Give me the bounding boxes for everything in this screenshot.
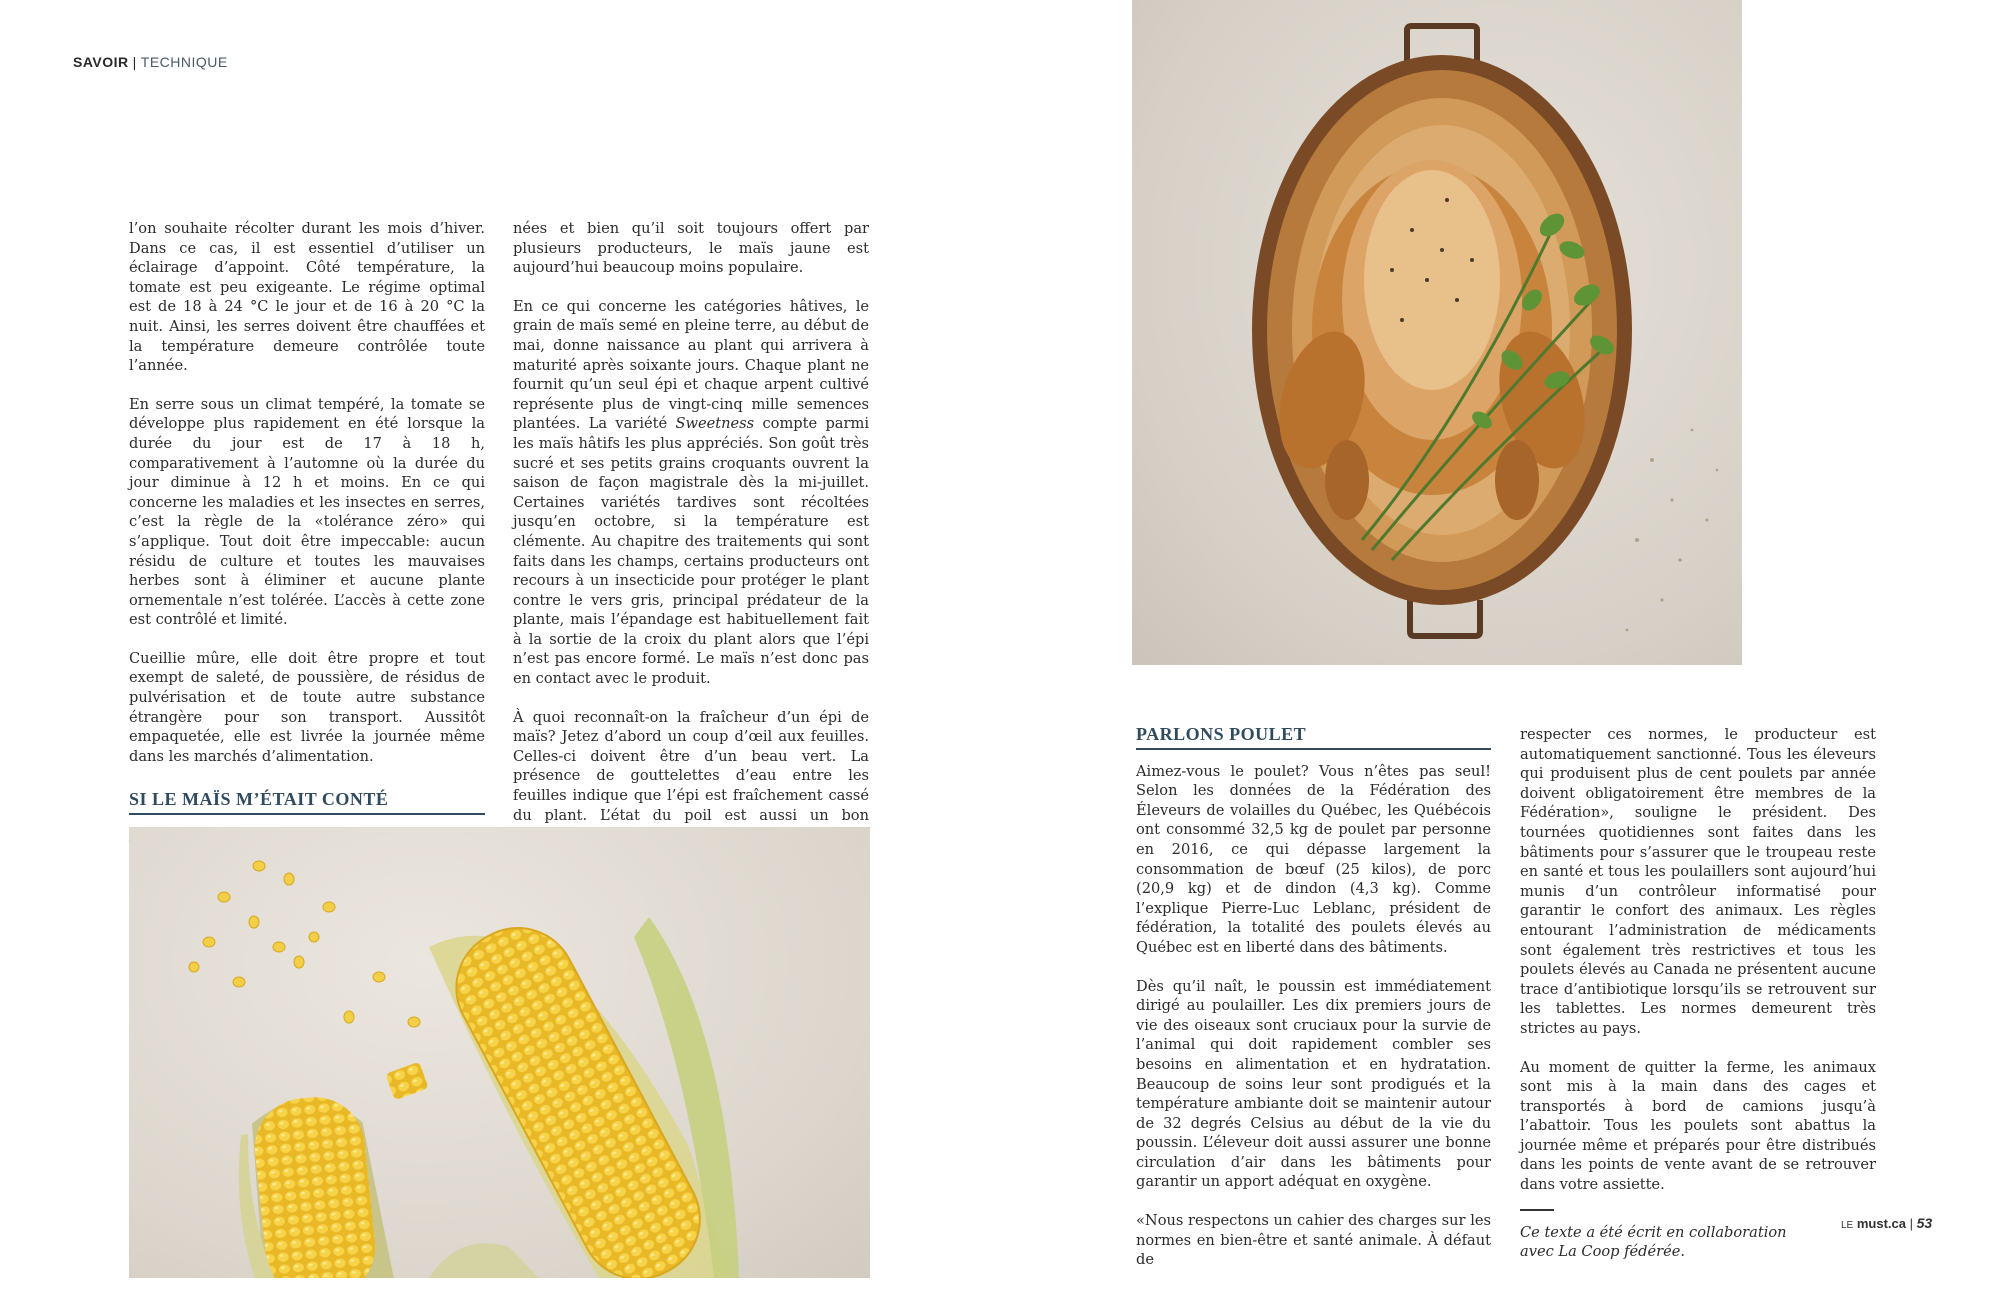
paragraph: Dès qu’il naît, le poussin est immédiatement dirigé au poulailler. Les dix premiers jours de vie des oiseaux sont cruciaux pour la survie de l’animal qui doit rapidement combler ses besoins en alimentation et en hydratation. Beaucoup de soins leur sont prodigués et la température ambiante doit se maintenir autour de 32 degrés Celsius au début de la vie du poussin. L’éleveur doit aussi assurer une bonne circulation d’air dans les bâtiments pour garantir un apport adéquat en oxygène. — [1136, 977, 1491, 1191]
section-heading-corn: SI LE MAÏS M’ÉTAIT CONTÉ — [129, 790, 485, 815]
credit-divider — [1520, 1209, 1554, 1211]
paragraph: l’on souhaite récolter durant les mois d’hiver. Dans ce cas, il est essentiel d’utiliser un éclairage d’appoint. Côté température, la tomate est peu exigeante. Le régime optimal est de 18 à 24 °C le jour et de 16 à 20 °C la nuit. Ainsi, les serres doivent être chauffées et la température demeure contrôlée toute l’année. — [129, 220, 485, 375]
footer-prefix: LE — [1841, 1220, 1854, 1231]
left-column-1 — [129, 219, 485, 924]
variety-name: Sweetness — [675, 415, 755, 433]
paragraph: Aimez-vous le poulet? Vous n’êtes pas seul! Selon les données de la Fédération des Éleveurs de volailles du Québec, les Québécois ont consommé 32,5 kg de poulet par personne en 2016, ce qui dépasse largement la consommation de bœuf (25 kilos), de porc (20,9 kg) et de dindon (4,3 kg). Comme l’explique Pierre-Luc Leblanc, président de fédération, la totalité des poulets élevés au Québec est en liberté dans des bâtiments. — [1136, 762, 1491, 956]
paragraph: nées et bien qu’il soit toujours offert par plusieurs producteurs, le maïs jaune est aujourd’hui beaucoup moins populaire. — [513, 220, 869, 277]
paragraph: «Nous respectons un cahier des charges sur les normes en bien-être et santé animale. À défaut de — [1136, 1212, 1491, 1269]
subsection-label: TECHNIQUE — [140, 54, 228, 70]
paragraph: À quoi reconnaît-on la fraîcheur d’un épi de maïs? Jetez d’abord un coup d’œil aux feuilles. Celles-ci doivent être d’un beau vert. La présence de gouttelettes d’eau entre les feuilles indique que l’épi est fraîchement cassé du plant. L’état du poil est aussi un bon — [513, 708, 869, 824]
section-heading-chicken: PARLONS POULET — [1136, 725, 1491, 750]
footer-separator: | — [1909, 1216, 1914, 1231]
corn-photo — [129, 827, 870, 1278]
paragraph: respecter ces normes, le producteur est automatiquement sanctionné. Tous les éleveurs qui produisent plus de cent poulets par année doivent obligatoirement être membres de la Fédération», souligne le président. Des tournées quotidiennes sont faites dans les bâtiments pour s’assurer que le troupeau reste en santé et tous les poulaillers sont aujourd’hui munis d’un contrôleur informatisé pour garantir le confort des animaux. Les règles entourant l’administration de médicaments sont également très restrictives et tous les poulets élevés au Canada ne présentent aucune trace d’antibiotique lorsqu’ils se retrouvent sur les tablettes. Les normes demeurent très strictes au pays. — [1520, 726, 1876, 1037]
paragraph: En ce qui concerne les catégories hâtives, le grain de maïs semé en pleine terre, au début de mai, donne naissance au plant qui arrivera à maturité après soixante jours. Chaque plant ne fournit qu’un seul épi et chaque arpent cultivé représente plus de vingt-cinq mille semences plantées. La variété Sweetness compte parmi les maïs hâtifs les plus appréciés. Son goût très sucré et ses petits grains croquants ouvrent la saison de façon magistrale dès la mi-juillet. Certaines variétés tardives sont récoltées jusqu’en octobre, si la température est clémente. Au chapitre des traitements qui sont faits dans les champs, certains producteurs ont recours à un insecticide pour protéger le plant contre le vers gris, principal prédateur de la plante, mais l’épandage est habituellement fait à la sortie de la croix du plant alors que l’épi n’est pas encore formé. Le maïs n’est donc pas en contact avec le produit. — [513, 297, 869, 688]
credit-line: Ce texte a été écrit en collaboration — [1520, 1223, 1787, 1241]
section-label: SAVOIR — [73, 54, 129, 70]
page-number: 53 — [1916, 1215, 1933, 1231]
corn-illustration — [129, 827, 870, 1278]
right-column-2 — [1520, 725, 1876, 1262]
paragraph: Cueillie mûre, elle doit être propre et tout exempt de saleté, de poussière, de résidus de pulvérisation et de toute autre substance étrangère pour son transport. Aussitôt empaquetée, elle est livrée la journée même dans les marchés d’alimentation. — [129, 649, 485, 765]
page-footer — [1841, 1215, 1932, 1231]
footer-brand: must.ca — [1856, 1216, 1906, 1231]
credit-note — [1520, 1223, 1876, 1262]
left-column-2 — [513, 219, 869, 864]
credit-line: avec La Coop fédérée. — [1520, 1243, 1686, 1261]
roast-chicken-photo — [1132, 0, 1742, 665]
section-header — [73, 54, 228, 70]
paragraph: Au moment de quitter la ferme, les animaux sont mis à la main dans des cages et transportés à bord de camions jusqu’à l’abattoir. Tous les poulets sont abattus la journée même et préparés pour être distribués dans les points de vente avant de se retrouver dans votre assiette. — [1520, 1058, 1876, 1194]
roast-chicken-illustration — [1132, 0, 1742, 665]
right-column-1 — [1136, 725, 1491, 1289]
paragraph: En serre sous un climat tempéré, la tomate se développe plus rapidement en été lorsque la durée du jour est de 17 à 18 h, comparativement à l’automne où la durée du jour diminue à 12 h et moins. En ce qui concerne les maladies et les insectes en serres, c’est la règle de la «tolérance zéro» qui s’applique. Tout doit être impeccable: aucun résidu de culture et toutes les mauvaises herbes sont à éliminer et aucune plante ornementale n’est tolérée. L’accès à cette zone est contrôlé et limité. — [129, 395, 485, 629]
header-separator: | — [132, 54, 137, 70]
